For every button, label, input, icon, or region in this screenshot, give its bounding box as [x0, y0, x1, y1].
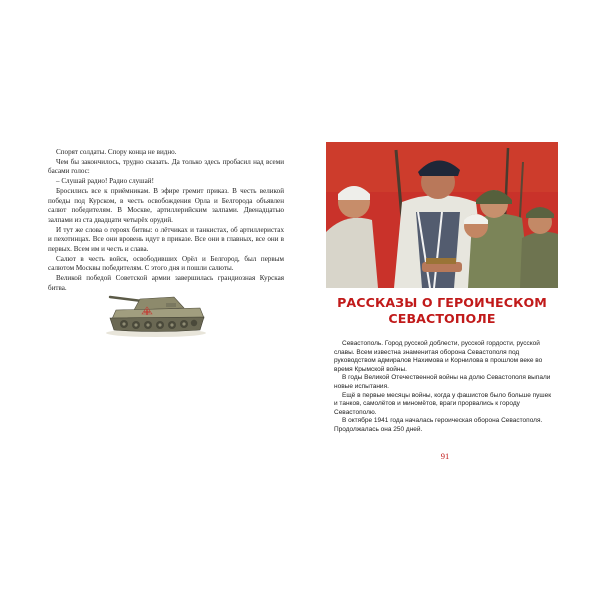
right-paragraph-3: Ещё в первые месяцы войны, когда у фашистов было больше пушек и танков, самолётов и миномётов, враги прорвались к городу Севастополю. [334, 391, 552, 416]
page-number: 91 [440, 451, 450, 461]
left-page-text [48, 148, 284, 294]
right-paragraph-1: Севастополь. Город русской доблести, русской гордости, русской славы. Всем известна знаменитая оборона Севастополя под руководством адмиралов Нахимова и Корнилова в прошлом веке во время Крымской войны. [334, 340, 543, 373]
right-paragraph-4: В октябре 1941 года началась героическая оборона Севастополя. Продолжалась она 250 дней. [334, 417, 543, 433]
left-paragraph-1: Спорят солдаты. Спору конца не видно. [56, 148, 177, 156]
right-page-text [334, 340, 552, 435]
left-paragraph-7: Великой победой Советской армии завершилась грандиозная Курская битва. [48, 274, 284, 292]
left-paragraph-4: Бросились все к приёмникам. В эфире гремит приказ. В честь великой победы под Курском, в честь освобождения Орла и Белгорода объявлен салют победителям. В Москве, артиллерийским залпами. Двенадцатью залпами из ста двадцати четырёх орудий. [48, 186, 284, 224]
chapter-title-line-1: РАССКАЗЫ О ГЕРОИЧЕСКОМ [337, 295, 547, 310]
soldiers-illustration [326, 142, 558, 288]
right-paragraph-2: В годы Великой Отечественной войны на долю Севастополя выпали новые испытания. [334, 374, 551, 390]
left-paragraph-3: – Слушай радио! Радио слушай! [56, 177, 154, 186]
chapter-title [326, 295, 558, 327]
left-paragraph-6: Салют в честь войск, освободивших Орёл и Белгород, был первым салютом Москвы победителям. С этого дня и пошли салюты. [48, 254, 284, 273]
tank-illustration-icon [104, 288, 208, 338]
left-paragraph-2: Чем бы закончилось, трудно сказать. Да только здесь пробасил над всеми басами голос: [48, 157, 284, 176]
left-paragraph-5: И тут же слова о героях битвы: о лётчиках и танкистах, об артиллеристах и пехотинцах. Все они вровень идут в приказе. Все они в главных, все они в первых. Всем им и честь и слава. [48, 225, 284, 254]
chapter-title-line-2: СЕВАСТОПОЛЕ [388, 311, 496, 326]
